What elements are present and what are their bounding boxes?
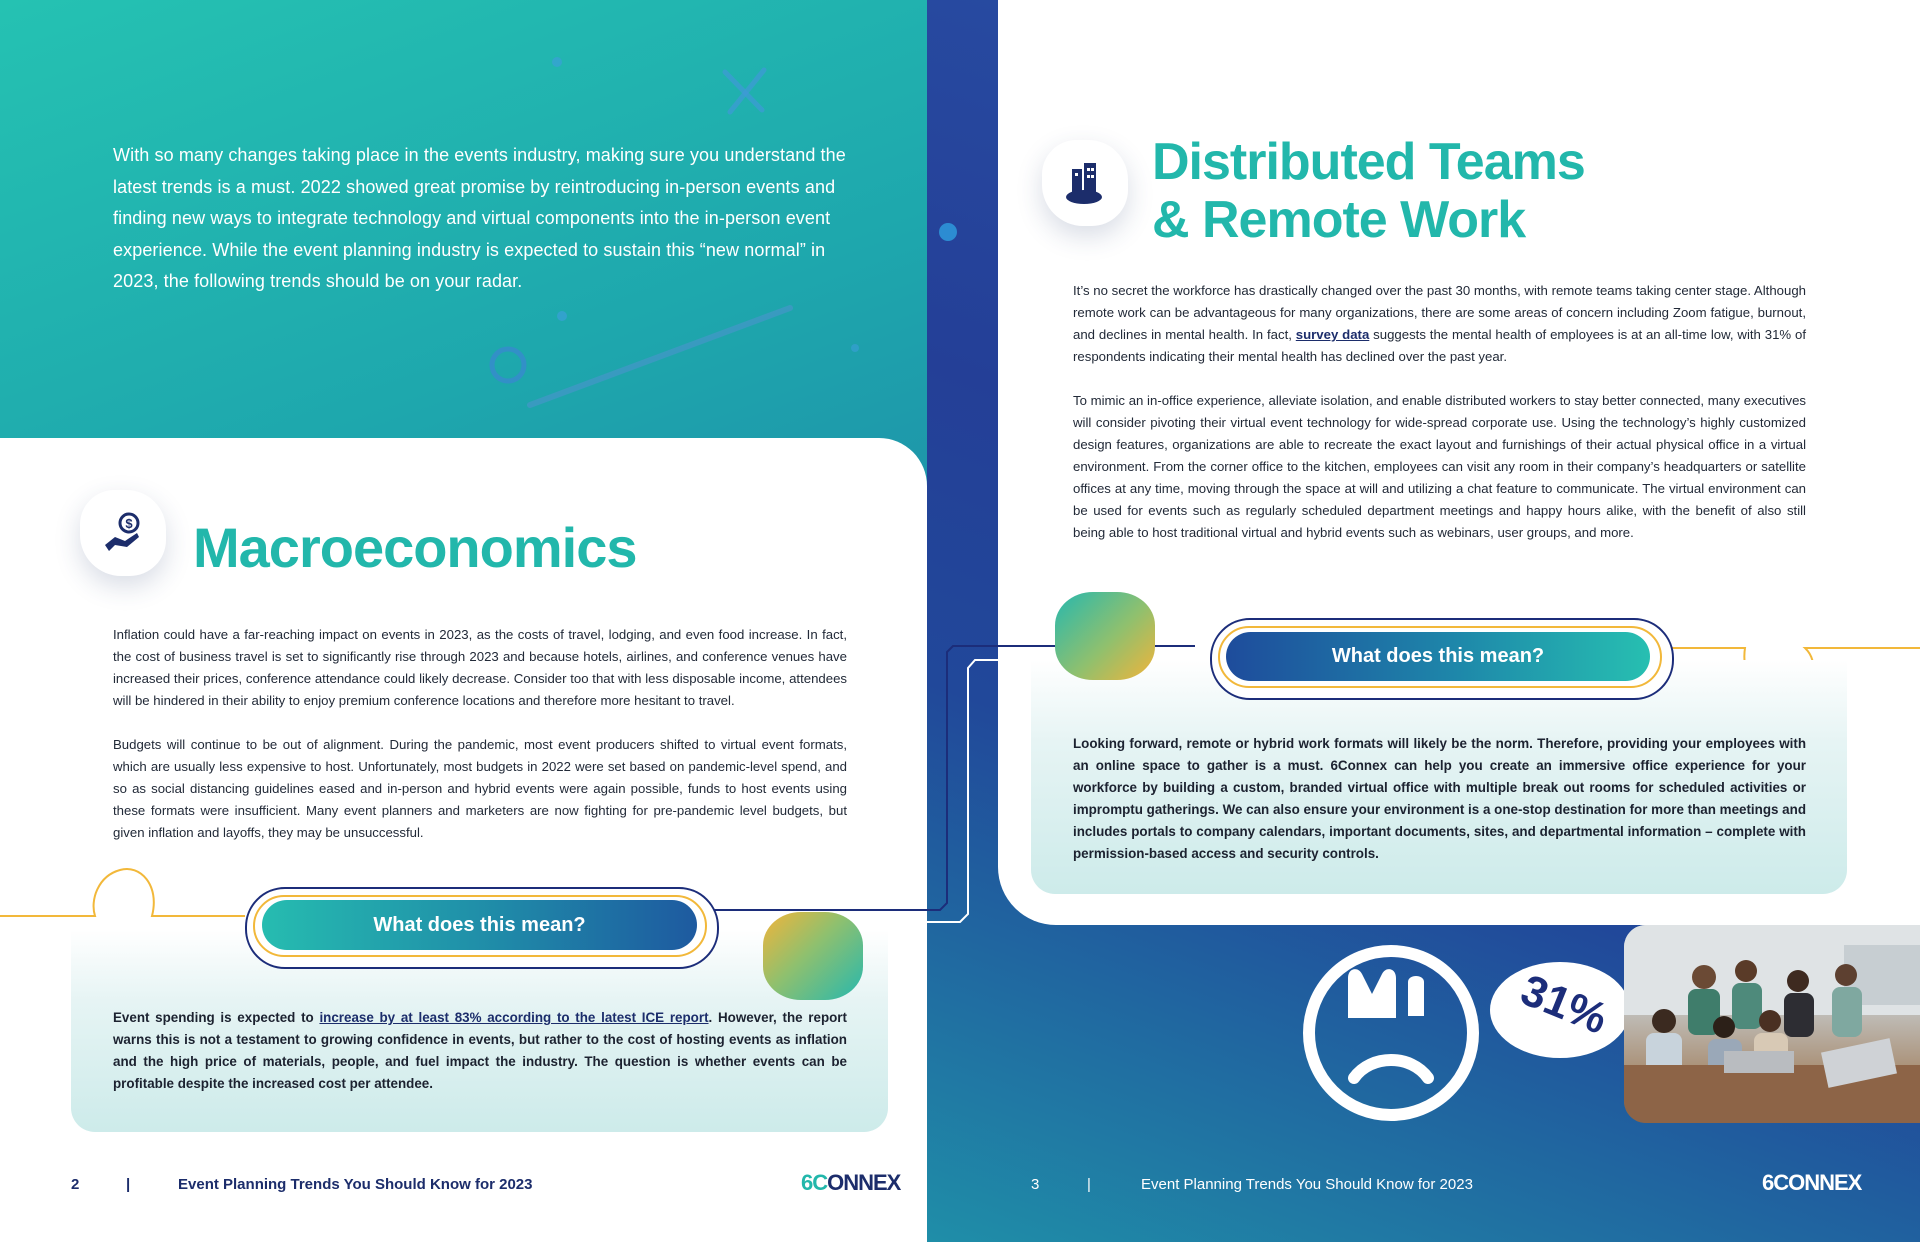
team-photo-illustration bbox=[1624, 925, 1920, 1123]
intro-paragraph: With so many changes taking place in the events industry, making sure you understand the latest trends is a must. 2022 showed great promise by reintroducing in-person events and finding new ways to integrate technology and virtual components into the in-person event experience. While the event planning industry is expected to sustain this “new normal” in 2023, the following trends should be on your radar. bbox=[113, 145, 846, 291]
svg-text:$: $ bbox=[125, 516, 133, 531]
macroeconomics-icon-badge bbox=[80, 490, 166, 576]
ice-report-link[interactable]: increase by at least 83% according to the latest ICE report bbox=[319, 1010, 709, 1025]
logo-mark: 6C bbox=[801, 1170, 828, 1195]
macro-callout-heading bbox=[262, 900, 697, 950]
remote-paragraph-1-start: It’s no secret the workforce has drastically changed over the past 30 months, with remote teams taking center stage. Although remote work can be advantageous for many organizations, there are some areas of concern including Zoom fatigue, burnout, and declines in mental health. In fact, bbox=[1073, 283, 1806, 342]
macro-callout-text bbox=[113, 1007, 847, 1095]
distributed-teams-title bbox=[1152, 133, 1585, 249]
team-photo bbox=[1624, 925, 1920, 1123]
stat-31-percent: 31% bbox=[1514, 965, 1615, 1044]
survey-data-link[interactable]: survey data bbox=[1295, 327, 1370, 342]
decorative-gradient-hexagon-right bbox=[1055, 592, 1155, 680]
sad-face-icon bbox=[1296, 938, 1486, 1128]
page-number: 2 bbox=[71, 1176, 80, 1193]
macro-callout-text-start: Event spending is expected to bbox=[113, 1010, 320, 1025]
logo-word: ONNEX bbox=[827, 1170, 901, 1195]
remote-paragraph-1-end: suggests the mental health of employees is at an all-time low, with 31% of respondents indicating their mental health has declined over the past year. bbox=[1073, 327, 1807, 364]
6connex-logo-left bbox=[801, 1170, 900, 1196]
macroeconomics-title: Macroeconomics bbox=[193, 516, 637, 579]
distributed-teams-body bbox=[1073, 280, 1806, 566]
macro-paragraph-2: Budgets will continue to be out of alignment. During the pandemic, most event producers shifted to virtual event formats, which are usually less expensive to host. Unfortunately, most budgets in 2022 were set based on pandemic-level spend, and so as social distancing guidelines eased and in-person and hybrid events were again possible, funds to host events using these formats were insufficient. Many event planners and marketers are now fighting for pre-pandemic level budgets, but given inflation and layoffs, they may be unsuccessful. bbox=[113, 737, 847, 840]
distributed-teams-title-line1: Distributed Teams bbox=[1152, 133, 1585, 191]
macroeconomics-body bbox=[113, 624, 847, 866]
footer-separator: | bbox=[126, 1176, 131, 1193]
buildings-cloud-icon bbox=[1062, 159, 1108, 207]
remote-callout-heading-text: What does this mean? bbox=[1331, 645, 1545, 667]
remote-paragraph-2: To mimic an in-office experience, alleviate isolation, and enable distributed workers to stay better connected, many executives will consider pivoting their virtual event technology for wide-spread corporate use. Using the technology’s highly customized design features, organizations are able to recreate the exact layout and furnishings of their actual physical office in a virtual environment. From the corner office to the kitchen, employees can visit any room in their company’s headquarters or satellite offices at any time, moving through the space at will and utilizing a chat feature to communicate. The virtual environment can be used for events such as regularly scheduled department meetings and happy hours alike, with the benefit of also still being able to host traditional virtual and hybrid events such as webinars, user groups, and more. bbox=[1073, 393, 1806, 540]
distributed-teams-icon-badge bbox=[1042, 140, 1128, 226]
macro-callout-text-end: . However, the report warns this is not a testament to growing confidence in events, but rather to the cost of hosting events as inflation and the high price of materials, people, and fuel impact the industry. The question is whether events can be profitable despite the increased cost per attendee. bbox=[113, 1010, 847, 1091]
macro-callout-heading-text: What does this mean? bbox=[373, 913, 586, 936]
money-hand-icon bbox=[99, 509, 147, 557]
page-number: 3 bbox=[1031, 1176, 1040, 1193]
remote-callout-heading bbox=[1226, 632, 1650, 681]
logo-mark: 6C bbox=[1762, 1170, 1789, 1195]
footer-title: Event Planning Trends You Should Know for 2023 bbox=[1141, 1176, 1473, 1193]
remote-callout-text: Looking forward, remote or hybrid work formats will likely be the norm. Therefore, providing your employees with an online space to gather is a must. 6Connex can help you create an immersive office experience for your workforce by building a custom, branded virtual office with multiple break out rooms for scheduled activities or impromptu gatherings. We can also ensure your environment is a one-stop destination for more than meetings and includes portals to company calendars, important documents, sites, and departmental information – complete with permission-based access and security controls. bbox=[1073, 736, 1806, 861]
footer-left bbox=[71, 1176, 533, 1193]
footer-right bbox=[1031, 1176, 1473, 1193]
remote-paragraph-1 bbox=[1073, 280, 1806, 368]
decorative-gradient-hexagon bbox=[763, 912, 863, 1000]
distributed-teams-title-line2: & Remote Work bbox=[1152, 191, 1526, 249]
macro-paragraph-1: Inflation could have a far-reaching impact on events in 2023, as the costs of travel, lodging, and even food increase. In fact, the cost of business travel is set to significantly rise through 2023 and because hotels, airlines, and conference venues have increased their prices, conference attendance could likely decrease. Consider too that with less disposable income, attendees will be hindered in their ability to enjoy premium conference locations and therefore more hesitant to travel. bbox=[113, 627, 847, 708]
footer-separator: | bbox=[1087, 1176, 1091, 1193]
footer-title: Event Planning Trends You Should Know for 2023 bbox=[178, 1176, 533, 1193]
logo-word: ONNEX bbox=[1788, 1170, 1862, 1195]
6connex-logo-right bbox=[1762, 1170, 1861, 1196]
